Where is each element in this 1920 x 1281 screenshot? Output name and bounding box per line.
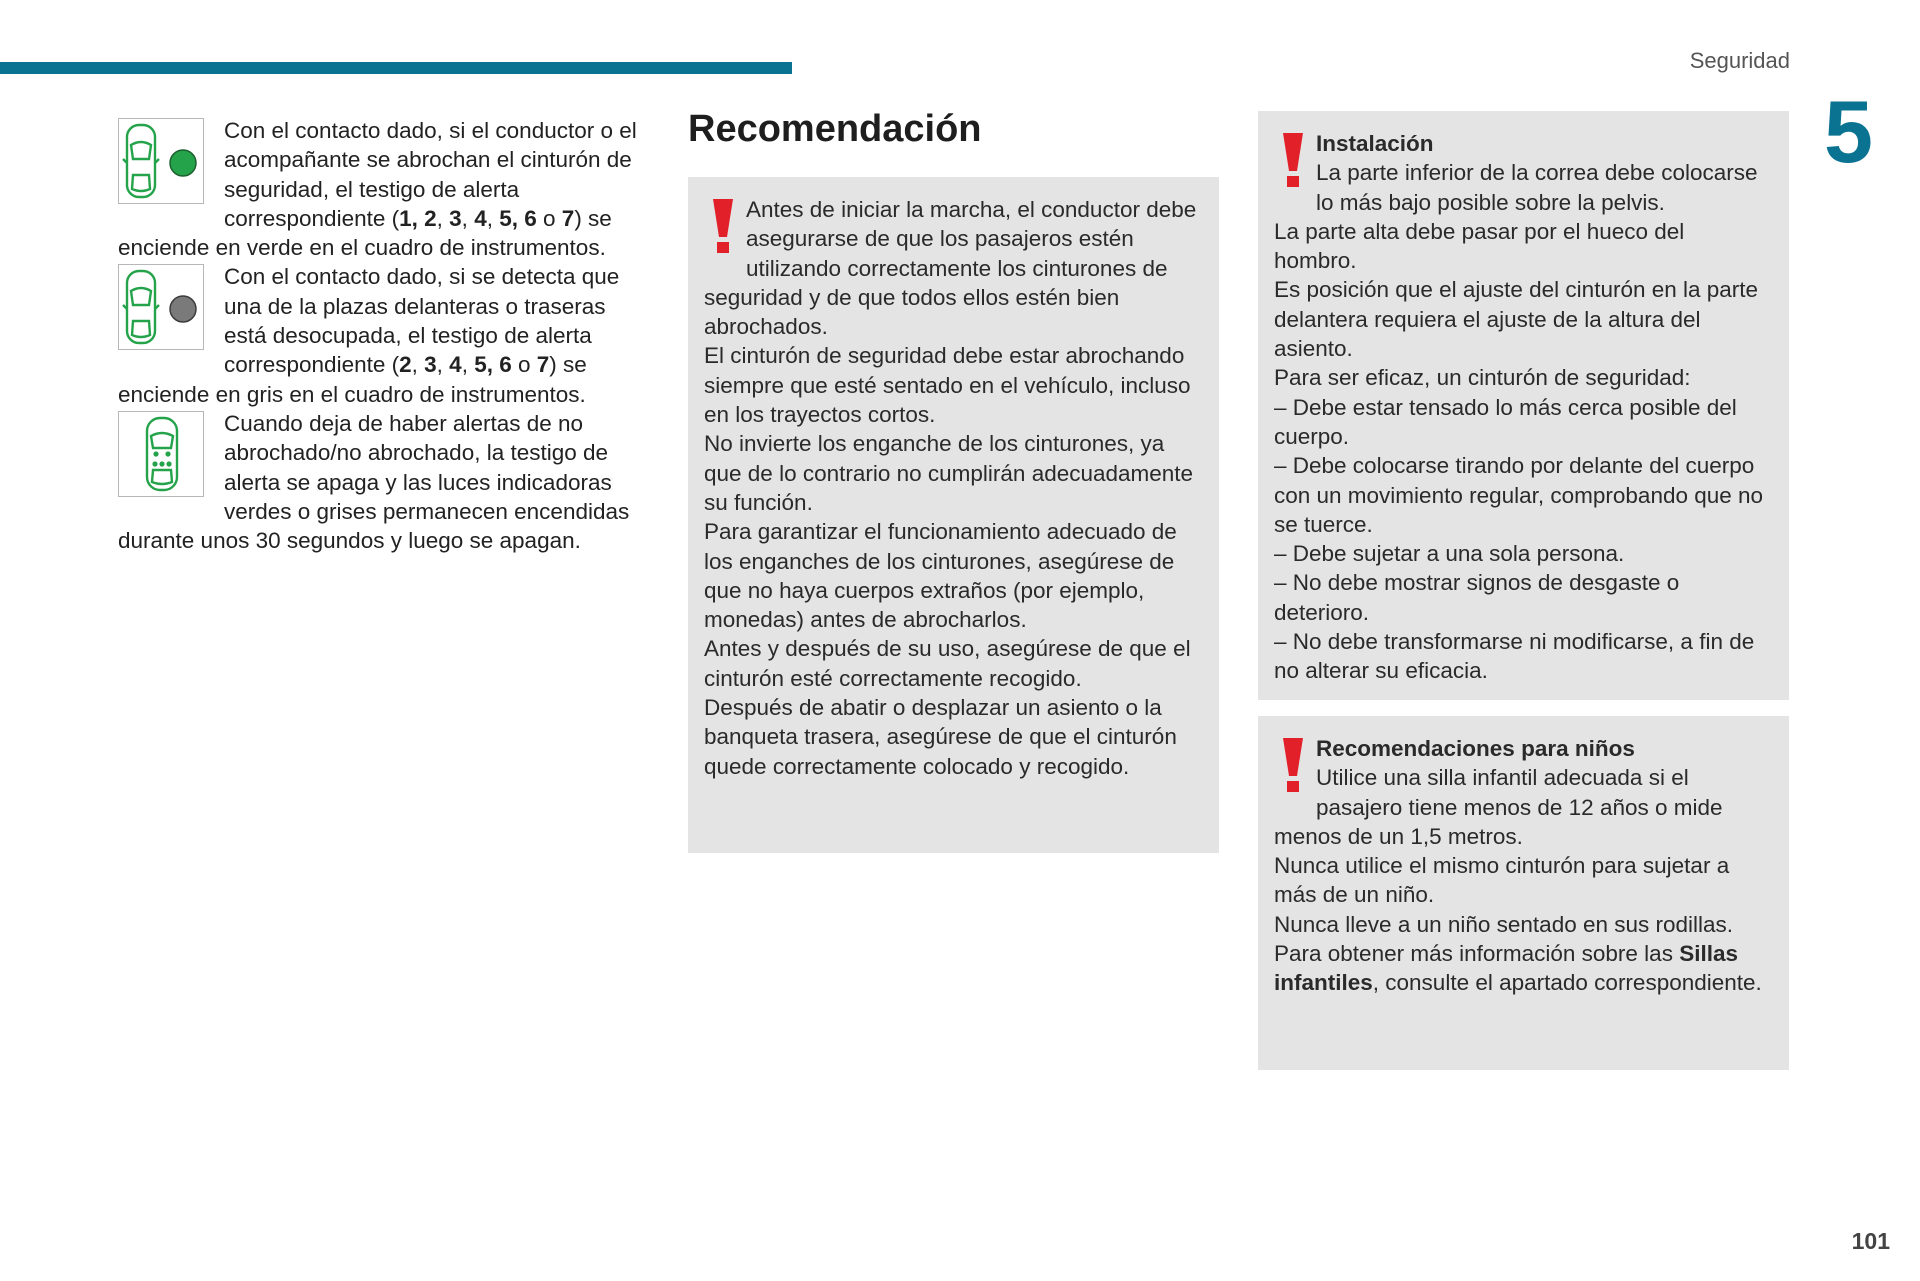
installation-paragraph: – No debe transformarse ni modificarse, a fin de no alterar su eficacia. [1274,629,1755,684]
children-paragraph: Utilice una silla infantil adecuada si el pasajero tiene menos de 12 años o mide menos de un 1,5 metros. [1274,765,1723,849]
seatbelt-warning-green-icon [118,118,204,204]
green-indicator-text: Con el contacto dado, si el conductor o el acompañante se abrochan el cinturón de seguridad, el testigo de alerta correspondiente (1, 2, 3, 4, 5, 6 o 7) se enciende en verde en el cuadro de instrumentos. [118,118,637,261]
installation-paragraph: – Debe estar tensado lo más cerca posible del cuerpo. [1274,394,1737,449]
warning-exclamation-icon [1276,736,1310,794]
seatbelt-warning-grey-icon [118,264,204,350]
chapter-number: 5 [1824,82,1873,181]
seatbelt-rear-seats-icon [118,411,204,497]
recommendation-paragraph: El cinturón de seguridad debe estar abrochando siempre que esté sentado en el vehículo, incluso en los trayectos cortos. [704,343,1191,428]
grey-indicator-text: Con el contacto dado, si se detecta que una de la plazas delanteras o traseras está desocupada, el testigo de alerta correspondiente (2, 3, 4, 5, 6 o 7) se enciende en gris en el cuadro de instrumentos. [118,264,620,407]
installation-paragraph: Es posición que el ajuste del cinturón en la parte delantera requiera el ajuste de la altura del asiento. [1274,277,1759,362]
children-box [1258,716,1789,1070]
rear-seats-indicator-text: Cuando deja de haber alertas de no abrochado/no abrochado, la testigo de alerta se apaga y las luces indicadoras verdes o grises permanecen encendidas durante unos 30 segundos y luego se apagan. [118,410,630,554]
children-title: Recomendaciones para niños [1316,736,1635,761]
recommendation-box [688,177,1219,853]
installation-paragraph: La parte inferior de la correa debe colocarse lo más bajo posible sobre la pelvis. [1316,160,1758,215]
installation-title: Instalación [1316,131,1434,156]
installation-paragraph: – Debe sujetar a una sola persona. [1274,541,1625,567]
warning-exclamation-icon [706,197,740,255]
installation-paragraph: – Debe colocarse tirando por delante del cuerpo con un movimiento regular, comprobando que no se tuerce. [1274,453,1764,537]
children-paragraph: Nunca lleve a un niño sentado en sus rodillas. [1274,911,1734,937]
installation-paragraph: Para ser eficaz, un cinturón de seguridad: [1274,365,1691,391]
warning-exclamation-icon [1276,131,1310,189]
children-paragraph: Nunca utilice el mismo cinturón para sujetar a más de un niño. [1274,853,1730,908]
recommendation-heading: Recomendación [688,108,982,150]
green-indicator-block [118,116,638,262]
rear-seats-indicator-block [118,409,638,555]
installation-box [1258,111,1789,700]
recommendation-paragraph: Para garantizar el funcionamiento adecuado de los enganches de los cinturones, asegúrese de que no haya cuerpos extraños (por ejemplo, monedas) antes de abrocharlos. [704,519,1177,633]
installation-paragraph: – No debe mostrar signos de desgaste o deterioro. [1274,570,1680,625]
recommendation-paragraph: Antes y después de su uso, asegúrese de que el cinturón esté correctamente recogido. [704,636,1191,691]
chapter-accent-bar [0,62,792,74]
recommendation-paragraph: Antes de iniciar la marcha, el conductor debe asegurarse de que los pasajeros estén utilizando correctamente los cinturones de seguridad y de que todos ellos estén bien abrochados. [704,197,1197,340]
page-number: 101 [1851,1228,1890,1254]
child-seats-reference: Sillas infantiles [1274,941,1738,996]
left-column [118,116,638,555]
installation-paragraph: La parte alta debe pasar por el hueco del hombro. [1274,218,1685,274]
section-title: Seguridad [1689,48,1790,73]
recommendation-paragraph: Después de abatir o desplazar un asiento o la banqueta trasera, asegúrese de que el cinturón quede correctamente colocado y recogido. [704,695,1177,779]
recommendation-paragraph: No invierte los enganche de los cinturones, ya que de lo contrario no cumplirán adecuadamente su función. [704,431,1194,515]
children-more-info: Para obtener más información sobre las Sillas infantiles, consulte el apartado correspondiente. [1274,941,1762,996]
grey-indicator-block [118,262,638,408]
